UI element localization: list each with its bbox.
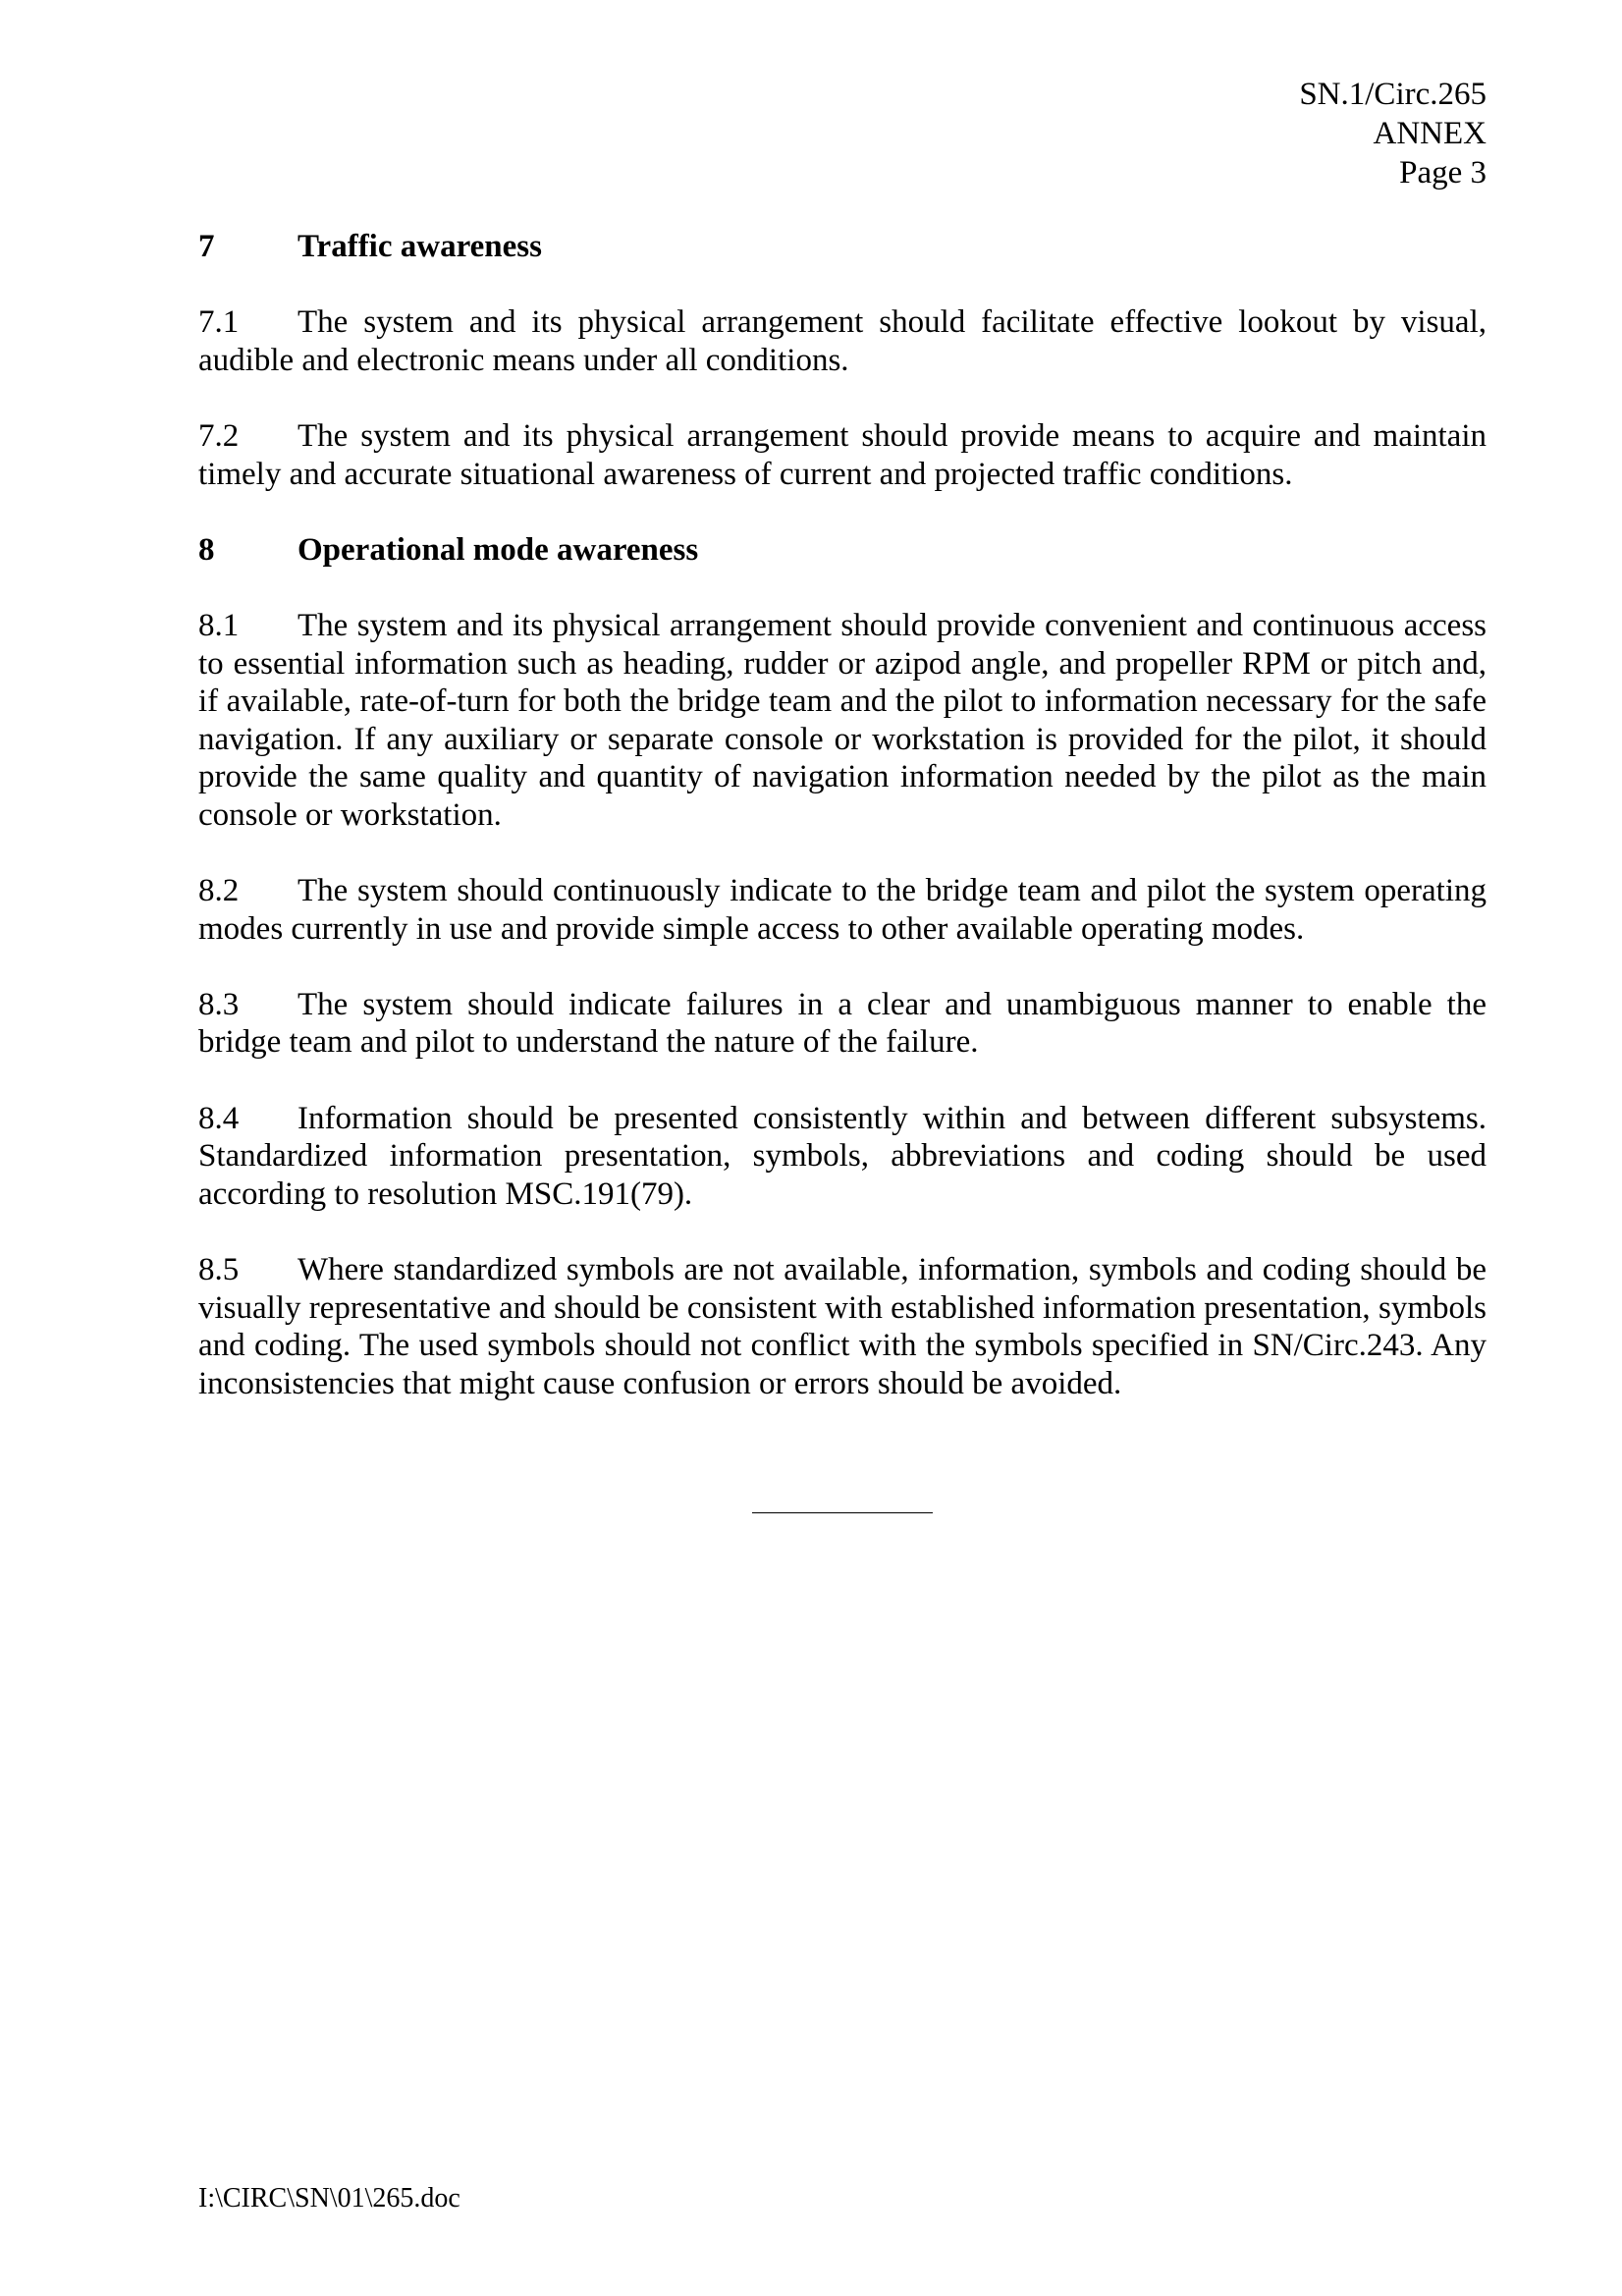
paragraph-8-3: [198, 986, 1487, 1062]
paragraph-number: 8.3: [198, 986, 240, 1022]
footer-file-path: I:\CIRC\SN\01\265.doc: [198, 2183, 460, 2214]
document-body: [198, 228, 1487, 1441]
paragraph-7-1: [198, 303, 1487, 379]
paragraph-7-2: [198, 417, 1487, 493]
paragraph-text: Where standardized symbols are not available, information, symbols and coding should be visually representative and should be consistent with established information presentation, symbols and coding. The used symbols should not conflict with the symbols specified in SN/Circ.243. Any inconsistencies that might cause confusion or errors should be avoided.: [198, 1252, 1487, 1401]
paragraph-number: 8.2: [198, 873, 240, 909]
paragraph-number: 8.4: [198, 1100, 240, 1136]
page-number: Page 3: [1399, 155, 1487, 191]
paragraph-text: The system and its physical arrangement should provide convenient and continuous access to essential information such as heading, rudder or azipod angle, and propeller RPM or pitch and, if available, rate-of-turn for both the bridge team and the pilot to information necessary for the safe navigation. If any auxiliary or separate console or workstation is provided for the pilot, it should provide the same quality and quantity of navigation information needed by the pilot as the main console or workstation.: [198, 607, 1487, 833]
paragraph-text: Information should be presented consistently within and between different subsystems. Standardized information presentation, symbols, abbreviations and coding should be used according to resolution MSC.191(79).: [198, 1100, 1487, 1212]
page-header: [1299, 75, 1487, 192]
annex-label: ANNEX: [1373, 116, 1487, 151]
paragraph-text: The system and its physical arrangement should facilitate effective lookout by visual, audible and electronic means under all conditions.: [198, 304, 1487, 378]
section-heading-7: [198, 228, 1487, 266]
paragraph-number: 8.5: [198, 1252, 240, 1288]
paragraph-number: 7.1: [198, 304, 240, 341]
section-number: 8: [198, 531, 215, 568]
paragraph-8-2: [198, 872, 1487, 948]
document-reference: SN.1/Circ.265: [1299, 77, 1487, 112]
paragraph-text: The system and its physical arrangement should provide means to acquire and maintain timely and accurate situational awareness of current and projected traffic conditions.: [198, 417, 1487, 492]
paragraph-text: The system should indicate failures in a clear and unambiguous manner to enable the bridge team and pilot to understand the nature of the failure.: [198, 986, 1487, 1061]
section-heading-8: [198, 531, 1487, 570]
paragraph-8-1: [198, 607, 1487, 835]
paragraph-text: The system should continuously indicate to the bridge team and pilot the system operating modes currently in use and provide simple access to other available operating modes.: [198, 873, 1487, 947]
end-of-document-rule: [752, 1512, 933, 1513]
section-title: Operational mode awareness: [297, 531, 699, 568]
paragraph-8-5: [198, 1251, 1487, 1402]
paragraph-number: 8.1: [198, 607, 240, 643]
paragraph-8-4: [198, 1100, 1487, 1214]
section-title: Traffic awareness: [297, 229, 542, 264]
section-number: 7: [198, 229, 215, 264]
paragraph-number: 7.2: [198, 417, 240, 454]
